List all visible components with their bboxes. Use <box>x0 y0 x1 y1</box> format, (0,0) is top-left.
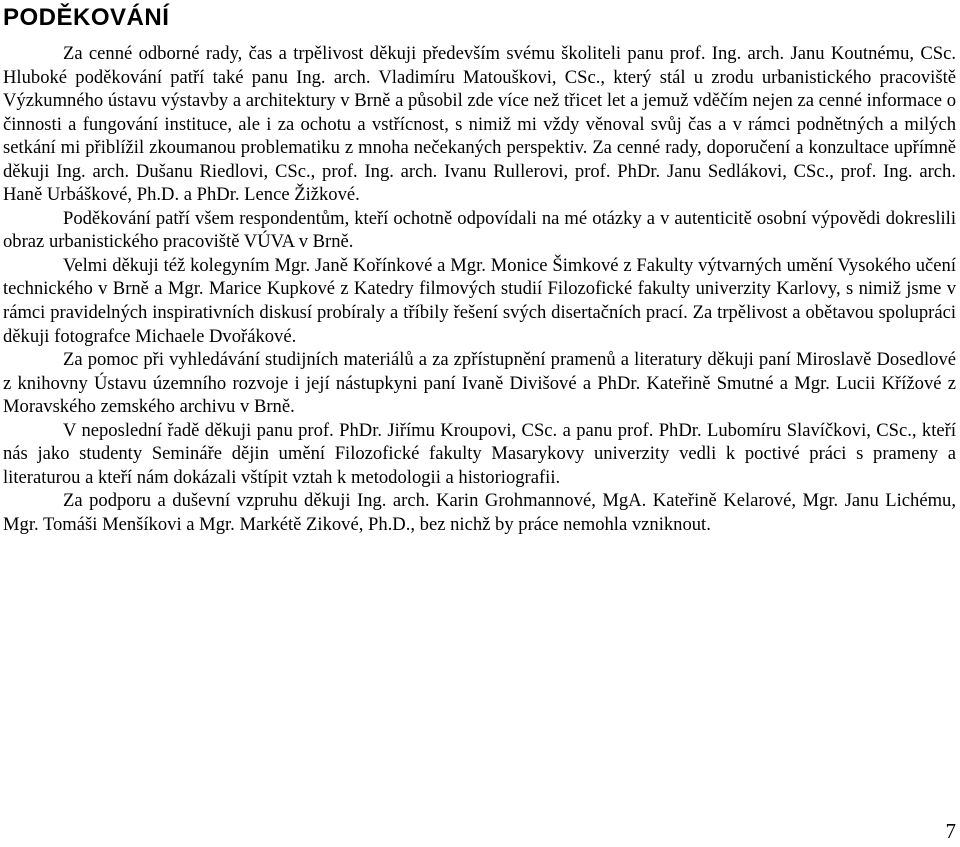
page-number: 7 <box>945 819 956 843</box>
paragraph-libraries-archives: Za pomoc při vyhledávání studijních materiálů a za zpřístupnění pramenů a literatury děkuji paní Miroslavě Dosedlové z knihovny Ústavu územního rozvoje i její nástupkyni paní Ivaně Divišové a PhDr. Kateřině Smutné a Mgr. Lucii Křížové z Moravského zemského archivu v Brně. <box>3 349 956 418</box>
page-heading: PODĚKOVÁNÍ <box>3 4 170 31</box>
paragraph-advisors: Za cenné odborné rady, čas a trpělivost děkuji především svému školiteli panu prof. Ing. arch. Janu Koutnému, CSc. Hluboké poděkování patří také panu Ing. arch. Vladimíru Matouškovi, CSc., který stál u zrodu urbanistického pracoviště Výzkumného ústavu výstavby a architektury v Brně a působil zde více než třicet let a jemuž vděčím nejen za cenné informace o činnosti a fungování instituce, ale i za ochotu a vstřícnost, s nimiž mi vždy věnoval svůj čas a v rámci podnětných a milých setkání mi přiblížil zkoumanou problematiku z mnoha nečekaných perspektiv. Za cenné rady, doporučení a konzultace upřímně děkuji Ing. arch. Dušanu Riedlovi, CSc., prof. Ing. arch. Ivanu Rullerovi, prof. PhDr. Janu Sedlákovi, CSc., prof. Ing. arch. Haně Urbáškové, Ph.D. a PhDr. Lence Žižkové. <box>3 43 956 206</box>
paragraph-support: Za podporu a duševní vzpruhu děkuji Ing. arch. Karin Grohmannové, MgA. Kateřině Kelarové, Mgr. Janu Lichému, Mgr. Tomáši Menšíkovi a Mgr. Markétě Zikové, Ph.D., bez nichž by práce nemohla vzniknout. <box>3 490 956 535</box>
paragraph-colleagues: Velmi děkuji též kolegyním Mgr. Janě Kořínkové a Mgr. Monice Šimkové z Fakulty výtvarných umění Vysokého učení technického v Brně a Mgr. Marice Kupkové z Katedry filmových studií Filozofické fakulty univerzity Karlovy, s nimiž jsme v rámci pravidelných inspirativních diskusí probíraly a tříbily řešení svých disertačních prací. Za trpělivost a obětavou spolupráci děkuji fotografce Michaele Dvořákové. <box>3 254 956 347</box>
paragraph-teachers: V neposlední řadě děkuji panu prof. PhDr. Jiřímu Kroupovi, CSc. a panu prof. PhDr. Lubomíru Slavíčkovi, CSc., kteří nás jako studenty Semináře dějin umění Filozofické fakulty Masarykovy univerzity vedli k poctivé práci s prameny a literaturou a kteří nám dokázali vštípit vztah k metodologii a historiografii. <box>3 419 956 488</box>
acknowledgements-body <box>3 42 956 536</box>
paragraph-respondents: Poděkování patří všem respondentům, kteří ochotně odpovídali na mé otázky a v autenticitě osobní výpovědi dokreslili obraz urbanistického pracoviště VÚVA v Brně. <box>3 207 956 253</box>
document-page <box>3 0 956 847</box>
